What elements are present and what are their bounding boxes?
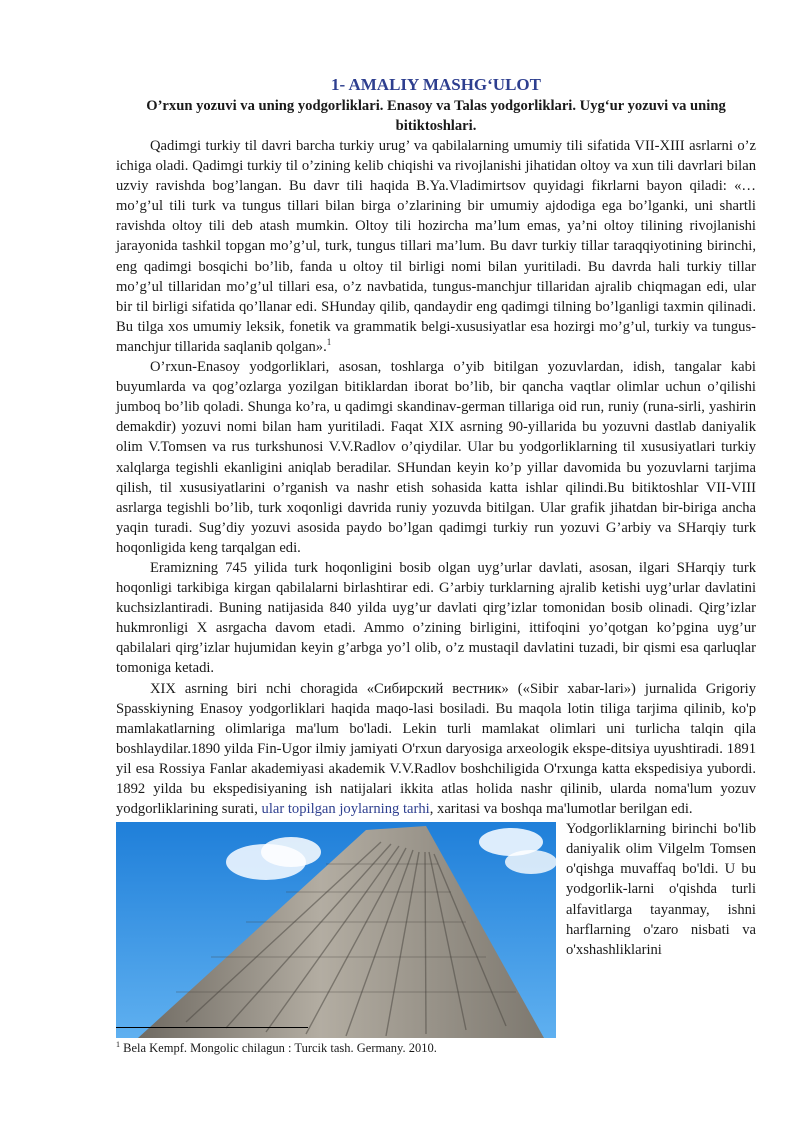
image-with-text [116, 819, 756, 960]
footnote-number: 1 [116, 1039, 120, 1049]
stele-photo [116, 822, 556, 1038]
paragraph-2: O’rxun-Enasoy yodgorliklari, asosan, toshlarga o’yib bitilgan yozuvlardan, idish, tangalar kabi buyumlarda va qog’ozlarga yozilgan bitiklardan iborat bo’lib, bir qancha vaqtlar olimlar uchun o’qilishi jumboq bo’lib qoladi. Shunga ko’ra, u qadimgi skandinav-german tillariga oid run, runiy (runa-sirli, yashirin demakdir) yozuvi nomi bilan ham yuritiladi. Faqat XIX asrning 90-yillarida bu yozuvni dastlab daniyalik olim V.Tomsen va rus turkshunosi V.V.Radlov o’qiydilar. Ular bu yodgorliklarning til xususiyatlari turkiy xalqlarga tegishli ekanligini aniqlab beradilar. SHundan keyin ko’p yillar davomida bu yozuvlarni tarjima qilish, til xususiyatlarini o’rganish va nashr etish sohasida katta ishlar qilindi.Bu bitiktoshlar VII-VIII asrlarga tegishli bo’lib, turk xoqonligi davrida runiy yozuvda bitilgan. Ular grafik jihatdan bir-biriga ancha yaqin turadi. Sug’diy yozuvi asosida paydo bo’lgan qadimgi turkiy run yozuvi G’arbiy va SHarqiy turk hoqonligida keng tarqalgan edi. [116, 359, 756, 556]
document-page [116, 72, 756, 1038]
footnote [116, 1040, 437, 1056]
document-title: 1- AMALIY MASHG‘ULOT [331, 75, 541, 94]
highlighted-link-text[interactable]: ular topilgan joylarning tarhi [261, 801, 430, 818]
stele-image [116, 822, 556, 1038]
footnote-ref[interactable]: 1 [326, 337, 332, 348]
paragraph-1-text: Qadimgi turkiy til davri barcha turkiy urug’ va qabilalarning umumiy tili sifatida VII-XIII asrlarni o’z ichiga oladi. Qadimgi turkiy til o’zining kelib chiqishi va rivojlanishi jihatidan oltoy va xun tili davrlari bilan uzviy ravishda bog’langan. Bu davr tili haqida B.Ya.Vladimirtsov quyidagi fikrlarni bayon qiladi: «…mo’g’ul tili turk va tungus tillari bilan birga o’zlarining bir umumiy ajdodiga ega bo’lganki, uni shartli ravishda oltoy tili deb atash mumkin. Oltoy tili hozircha ma’lum emas, ya’ni oltoy tilining rivojlanishi jarayonida tashkil topgan mo’g’ul, turk, tungus tillari ma’lum. Bu davr turkiy tillar taraqqiyotining birinchi, eng qadimgi bosqichi bo’lib, fanda u oltoy til birligi nomi bilan yuritiladi. Bu davrda hali turkiy tillar mo’g’ul tillaridan mo’g’ul tillari esa, o’z navbatida, tungus-manchjur tillaridan ajralib chiqmagan edi, ular bir til birligi sifatida qo’llanar edi. SHunday qilib, qandaydir eng qadimgi tilning bo’lganligi taxmin qilinadi. Bu tilga xos umumiy leksik, fonetik va grammatik belgi-xususiyatlar esa hozirgi mo’g’ul, turkiy va tungus-manchjur tillarida saqlanib qolgan». [116, 138, 756, 355]
paragraph-4-text: XIX asrning biri nchi choragida «Сибирский вестник» («Sibir xabar-lari») jurnalida Grigoriy Spasskiyning Enasoy yodgorliklari haqida maqo-lasi bosiladi. Bu maqola lotin tiliga tarjima qilinib, ko'p mamlakatlarning olimlariga ma'lum bo'ladi. Lekin turli mamlakat olimlari uni turlicha talqin qila boshlaydilar.1890 yilda Fin-Ugor ilmiy jamiyati O'rxun daryosiga arxeologik ekspe-ditsiya uyushtiradi. 1891 yil esa Rossiya Fanlar akademiyasi akademik V.V.Radlov boshchiligida O'rxunga katta ekspedisiya yubordi. 1892 yilda bu ekspedisiyaning ish natijalari ikkita atlas holida nashr qilinib, ularda noma'lum yozuv yodgorliklarining surati, [116, 680, 756, 818]
paragraph-1 [116, 136, 756, 357]
paragraph-4-tail: , xaritasi va boshqa ma'lumotlar berilgan edi. [429, 801, 693, 818]
paragraph-3: Eramizning 745 yilida turk hoqonligini bosib olgan uyg’urlar davlati, asosan, ilgari SHarqiy turk hoqonligi tarkibiga kirgan qabilalarni birlashtirar edi. G’arbiy turklarning ajralib ketishi uyg’urlar davlatini kuchsizlantiradi. Buning natijasida 840 yilda uyg’ur davlati qirg’izlar tomonidan bosib olinadi. Qirg’izlar hukmronligi X asrgacha davom etadi. Ammo o’zining birligini, ittifoqini yo’qotgan ko’pgina uyg’ur qabilalari qirg’izlar hujumidan keyin g’arbga yo’l olib, o’z mustaqil davlatini tuzadi, bir qismi esa qarluqlar tomoniga ketadi. [116, 559, 756, 677]
footnote-text: Bela Kempf. Mongolic chilagun : Turcik tash. Germany. 2010. [120, 1041, 437, 1055]
paragraph-5: Yodgorliklarning birinchi bo'lib daniyalik olim Vilgelm Tomsen o'qishga muvaffaq bo'ldi. U bu yodgorlik-larni o'qishda turli alfavitlarga tayanmay, ishni harflarning o'zaro nisbati va o'xshashliklarini [566, 821, 756, 958]
paragraph-4 [116, 679, 756, 820]
footnote-separator [116, 1027, 308, 1028]
document-subtitle: O’rxun yozuvi va uning yodgorliklari. Enasoy va Talas yodgorliklari. Uyg‘ur yozuvi va uning bitiktoshlari. [146, 98, 726, 134]
